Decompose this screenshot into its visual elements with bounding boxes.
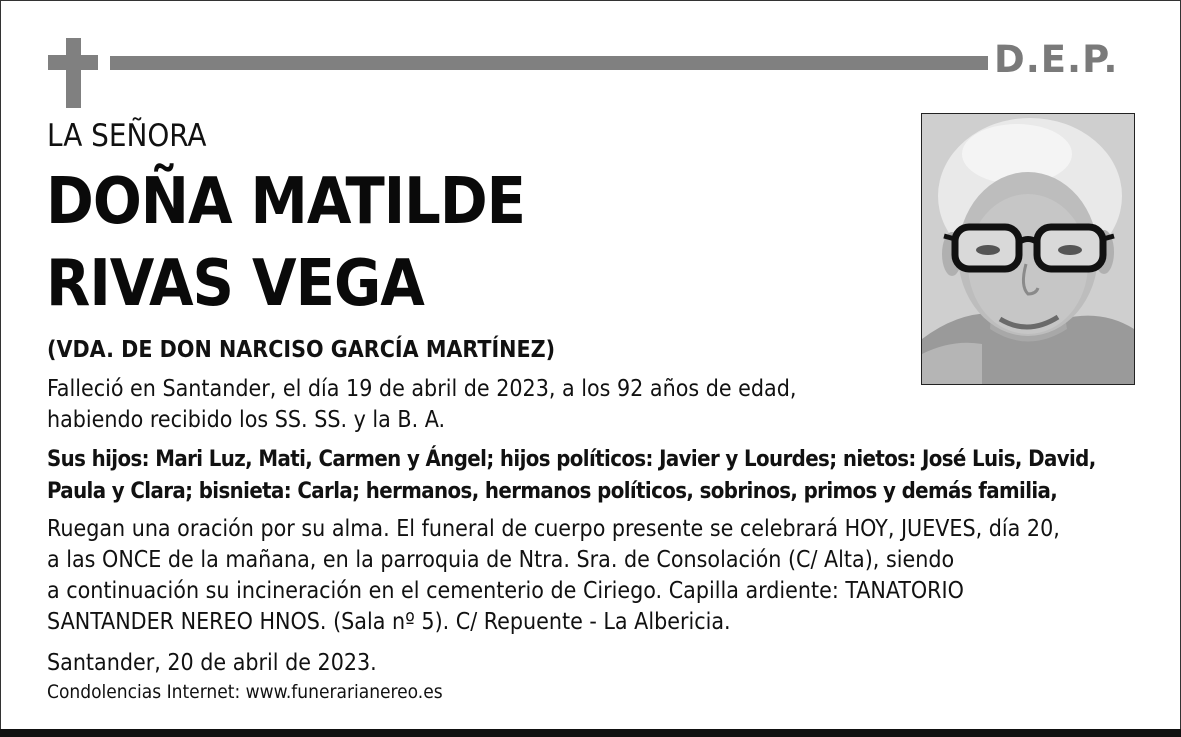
- dep-label: D.E.P.: [994, 38, 1119, 81]
- service-line: SANTANDER NEREO HNOS. (Sala nº 5). C/ Repuente - La Albericia.: [47, 609, 731, 635]
- cross-icon-horizontal: [48, 55, 98, 70]
- service-line: a continuación su incineración en el cementerio de Ciriego. Capilla ardiente: TANATORIO: [47, 578, 964, 604]
- condolences-line: Condolencias Internet: www.funerarianereo.es: [47, 681, 443, 703]
- death-details: [47, 374, 796, 436]
- deceased-name-line-2: RIVAS VEGA: [46, 247, 424, 321]
- service-line: a las ONCE de la mañana, en la parroquia de Ntra. Sra. de Consolación (C/ Alta), siendo: [47, 547, 955, 573]
- title-prefix: LA SEÑORA: [47, 118, 207, 154]
- family-line: Sus hijos: Mari Luz, Mati, Carmen y Ángel; hijos políticos: Javier y Lourdes; nietos: José Luis, David,: [47, 447, 1096, 472]
- service-details: [47, 514, 1060, 638]
- deceased-name-line-1: DOÑA MATILDE: [46, 165, 525, 239]
- service-line: Ruegan una oración por su alma. El funeral de cuerpo presente se celebrará HOY, JUEVES, día 20,: [47, 516, 1060, 542]
- cross-icon-vertical: [66, 38, 81, 108]
- death-line: habiendo recibido los SS. SS. y la B. A.: [47, 407, 446, 433]
- widow-of-line: (VDA. DE DON NARCISO GARCÍA MARTÍNEZ): [47, 337, 556, 363]
- dateline: Santander, 20 de abril de 2023.: [47, 650, 377, 676]
- portrait-photo: [921, 113, 1135, 385]
- death-line: Falleció en Santander, el día 19 de abril de 2023, a los 92 años de edad,: [47, 376, 797, 402]
- family-list: [47, 444, 1096, 508]
- header-rule: [110, 56, 988, 70]
- bottom-border-bar: [0, 729, 1181, 737]
- family-line: Paula y Clara; bisnieta: Carla; hermanos, hermanos políticos, sobrinos, primos y demás familia,: [47, 479, 1058, 504]
